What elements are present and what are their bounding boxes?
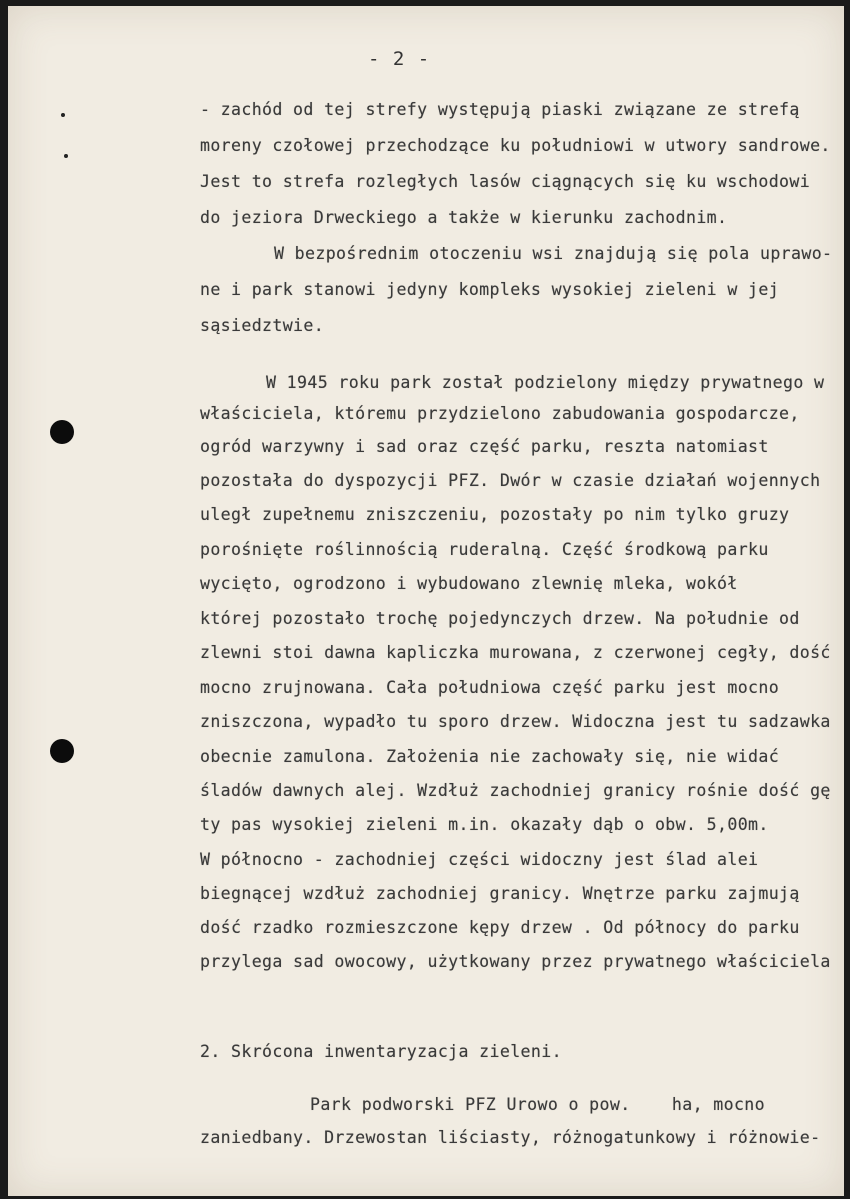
text-line: wycięto, ogrodzono i wybudowano zlewnię mleka, wokół	[200, 574, 738, 593]
text-line: ty pas wysokiej zieleni m.in. okazały dąb o obw. 5,00m.	[200, 815, 769, 834]
text-line: mocno zrujnowana. Cała południowa część parku jest mocno	[200, 678, 780, 697]
text-line: zlewni stoi dawna kapliczka murowana, z czerwonej cegły, dość	[200, 643, 831, 662]
text-line: W bezpośrednim otoczeniu wsi znajdują się pola uprawo-	[274, 244, 833, 263]
text-line: właściciela, któremu przydzielono zabudowania gospodarcze,	[200, 404, 800, 423]
section-heading: 2. Skrócona inwentaryzacja zieleni.	[200, 1042, 562, 1061]
text-line: - zachód od tej strefy występują piaski związane ze strefą	[200, 100, 800, 119]
punch-hole-top	[50, 420, 74, 444]
text-line: do jeziora Drweckiego a także w kierunku zachodnim.	[200, 208, 728, 227]
text-line: porośnięte roślinnością ruderalną. Część środkową parku	[200, 540, 769, 559]
text-line: przylega sad owocowy, użytkowany przez prywatnego właściciela	[200, 952, 831, 971]
punch-hole-bottom	[50, 739, 74, 763]
text-line: sąsiedztwie.	[200, 316, 325, 335]
text-line: dość rzadko rozmieszczone kępy drzew . Od północy do parku	[200, 918, 800, 937]
text-line: W północno - zachodniej części widoczny jest ślad alei	[200, 850, 759, 869]
document-page	[8, 6, 844, 1196]
text-line: Jest to strefa rozległych lasów ciągnących się ku wschodowi	[200, 172, 811, 191]
margin-mark	[61, 113, 65, 117]
text-line: biegnącej wzdłuż zachodniej granicy. Wnętrze parku zajmują	[200, 884, 800, 903]
text-line: Park podworski PFZ Urowo o pow. ha, mocno	[310, 1095, 765, 1114]
text-line: uległ zupełnemu zniszczeniu, pozostały po nim tylko gruzy	[200, 505, 790, 524]
text-line: ne i park stanowi jedyny kompleks wysokiej zieleni w jej	[200, 280, 780, 299]
text-line: W 1945 roku park został podzielony między prywatnego w	[266, 373, 825, 392]
text-line: obecnie zamulona. Założenia nie zachowały się, nie widać	[200, 747, 780, 766]
text-line: śladów dawnych alej. Wzdłuż zachodniej granicy rośnie dość gę	[200, 781, 831, 800]
text-line: zniszczona, wypadło tu sporo drzew. Widoczna jest tu sadzawka	[200, 712, 831, 731]
text-line: ogród warzywny i sad oraz część parku, reszta natomiast	[200, 437, 769, 456]
text-line: zaniedbany. Drzewostan liściasty, różnogatunkowy i różnowie-	[200, 1128, 821, 1147]
text-line: pozostała do dyspozycji PFZ. Dwór w czasie działań wojennych	[200, 471, 821, 490]
page-number: - 2 -	[368, 48, 431, 70]
text-line: moreny czołowej przechodzące ku południowi w utwory sandrowe.	[200, 136, 831, 155]
margin-mark	[64, 154, 68, 158]
text-line: której pozostało trochę pojedynczych drzew. Na południe od	[200, 609, 800, 628]
